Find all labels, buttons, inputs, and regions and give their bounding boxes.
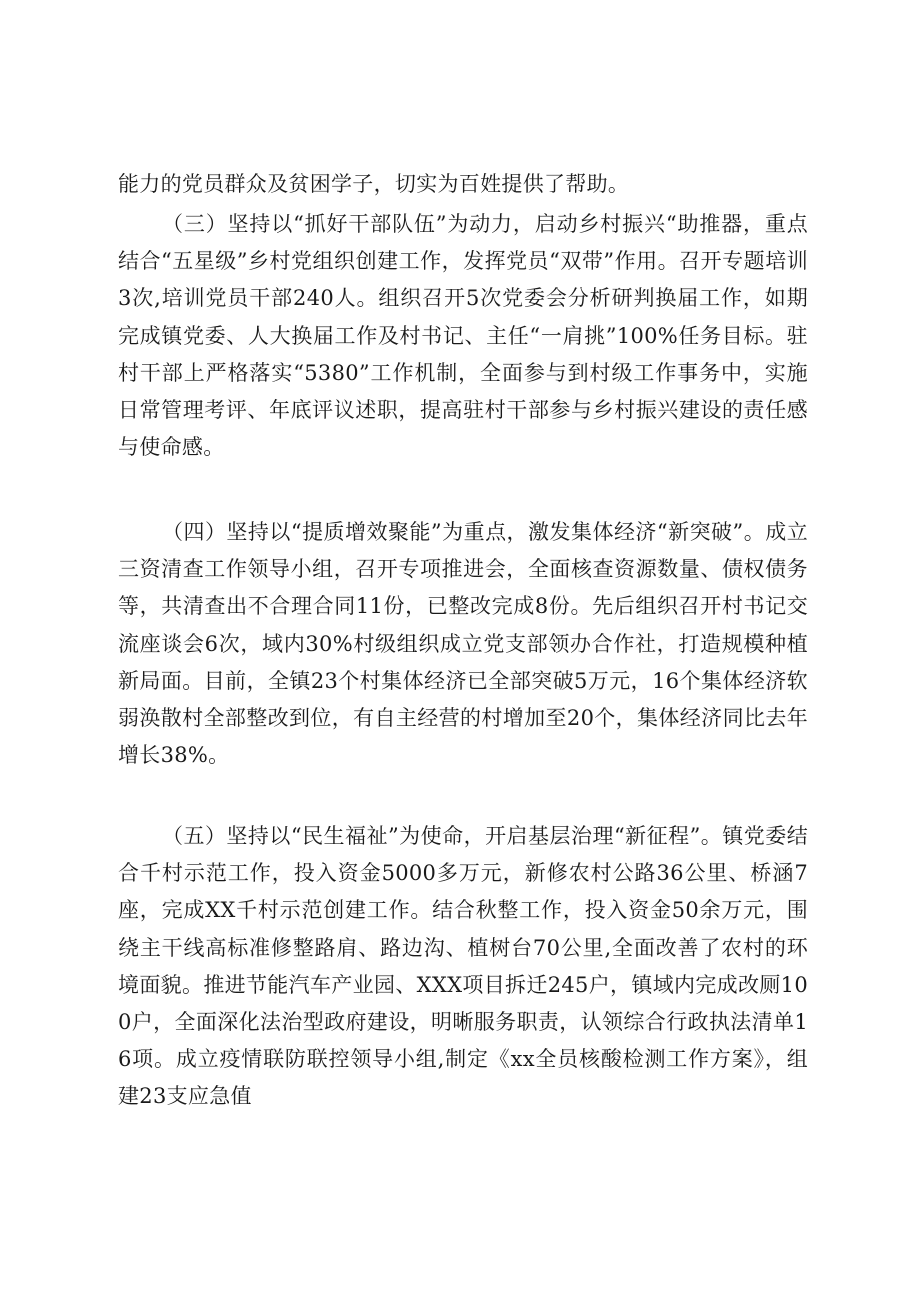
paragraph-section-3: （三）坚持以“抓好干部队伍”为动力，启动乡村振兴“助推器，重点结合“五星级”乡村党组织创建工作，发挥党员“双带”作用。召开专题培训3次,培训党员干部240人。组织召开5次党委会分析研判换届工作，如期完成镇党委、人大换届工作及村书记、主任“一肩挑”100%任务目标。驻村干部上严格落实“5380”工作机制，全面参与到村级工作事务中，实施日常管理考评、年底评议述职，提高驻村干部参与乡村振兴建设的责任感与使命感。: [118, 212, 808, 460]
paragraph-continuation: 能力的党员群众及贫困学子，切实为百姓提供了帮助。: [118, 172, 630, 196]
paragraph-section-4: （四）坚持以“提质增效聚能”为重点，激发集体经济“新突破”。成立三资清查工作领导小组，召开专项推进会，全面核查资源数量、债权债务等，共清查出不合理合同11份，已整改完成8份。先后组织召开村书记交流座谈会6次，域内30%村级组织成立党支部领办合作社，打造规模种植新局面。目前，全镇23个村集体经济已全部突破5万元，16个集体经济软弱涣散村全部整改到位，有自主经营的村增加至20个，集体经济同比去年增长38%。: [118, 520, 808, 768]
paragraph-block: [118, 206, 808, 466]
paragraph-block: [118, 514, 808, 774]
paragraph-section-5: （五）坚持以“民生福祉”为使命，开启基层治理“新征程”。镇党委结合千村示范工作，投入资金5000多万元，新修农村公路36公里、桥涵7座，完成XX千村示范创建工作。结合秋整工作，投入资金50余万元，围绕主干线高标准修整路肩、路边沟、植树台70公里,全面改善了农村的环境面貌。推进节能汽车产业园、XXX项目拆迁245户，镇域内完成改厕100户，全面深化法治型政府建设，明晰服务职责，认领综合行政执法清单16项。成立疫情联防联控领导小组,制定《xx全员核酸检测工作方案》，组建23支应急值: [118, 824, 808, 1109]
paragraph-block: [118, 166, 808, 203]
paragraph-block: [118, 818, 808, 1116]
